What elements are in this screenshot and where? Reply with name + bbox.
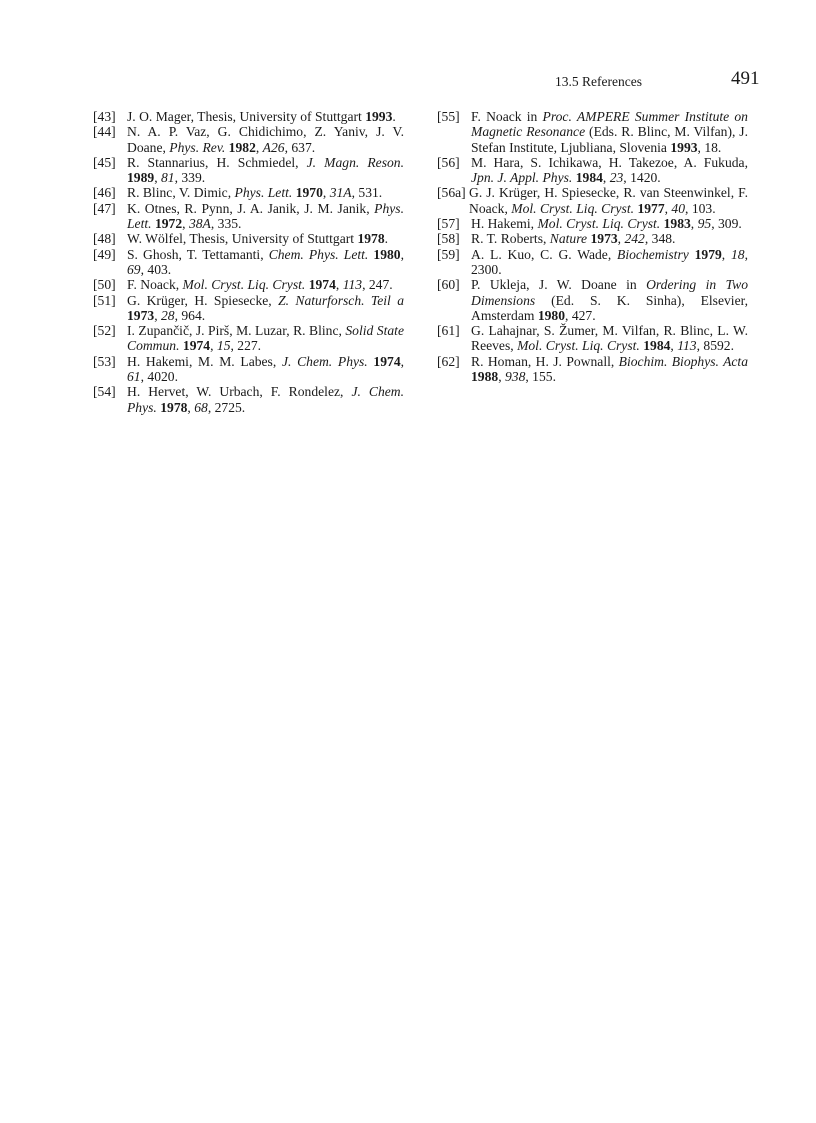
citation-year: 1970 bbox=[295, 185, 323, 201]
citation-text: , bbox=[721, 246, 731, 262]
citation-italic: Mol. Cryst. Liq. Cryst. bbox=[537, 216, 661, 232]
citation-text: , bbox=[617, 231, 625, 247]
citation-text: , bbox=[498, 369, 505, 385]
citation-italic: A26 bbox=[262, 139, 285, 155]
reference-number: [48] bbox=[93, 231, 116, 247]
citation-text: G. Krüger, H. Spiesecke, bbox=[127, 292, 279, 308]
citation-text: , bbox=[670, 338, 678, 354]
references-left-column bbox=[93, 109, 404, 415]
reference-number: [47] bbox=[93, 200, 116, 216]
citation-text: , 2725. bbox=[207, 399, 246, 415]
reference-entry bbox=[93, 277, 404, 292]
reference-number: [46] bbox=[93, 185, 116, 201]
citation-text: , 227. bbox=[230, 338, 262, 354]
citation-text: , 427. bbox=[565, 307, 596, 323]
citation-text: W. Wölfel, Thesis, University of Stuttgart bbox=[127, 231, 358, 247]
reference-text bbox=[471, 277, 748, 323]
reference-text bbox=[127, 354, 404, 385]
citation-text: , bbox=[664, 200, 672, 216]
reference-number: [54] bbox=[93, 384, 116, 400]
citation-text: , 1420. bbox=[623, 170, 661, 186]
reference-entry bbox=[437, 231, 748, 246]
citation-text: G. Lahajnar, S. Žumer, M. Vilfan, R. Blinc, L. W. Reeves, bbox=[471, 323, 748, 354]
reference-text bbox=[127, 231, 404, 246]
reference-entry bbox=[93, 185, 404, 200]
reference-text bbox=[471, 109, 748, 155]
citation-italic: Mol. Cryst. Liq. Cryst. bbox=[182, 277, 306, 293]
citation-year: 1973 bbox=[127, 307, 155, 323]
citation-italic: 15 bbox=[216, 338, 231, 354]
citation-italic: Chem. Phys. Lett. bbox=[268, 246, 369, 262]
citation-text: , bbox=[210, 338, 217, 354]
reference-entry bbox=[437, 247, 748, 278]
reference-entry bbox=[93, 201, 404, 232]
citation-text: H. Hervet, W. Urbach, F. Rondelez, bbox=[127, 384, 352, 400]
reference-number: [62] bbox=[437, 353, 460, 369]
reference-text bbox=[471, 231, 748, 246]
citation-italic: 938 bbox=[504, 369, 526, 385]
reference-entry bbox=[93, 109, 404, 124]
reference-number: [44] bbox=[93, 124, 116, 140]
reference-entry bbox=[93, 231, 404, 246]
citation-year: 1993 bbox=[365, 109, 393, 124]
citation-italic: 113 bbox=[342, 277, 363, 293]
citation-text: , bbox=[255, 139, 263, 155]
citation-text: R. Stannarius, H. Schmiedel, bbox=[127, 154, 307, 170]
citation-italic: 31A bbox=[329, 185, 352, 201]
citation-italic: Biochim. Biophys. Acta bbox=[618, 353, 749, 369]
citation-year: 1989 bbox=[127, 170, 155, 186]
reference-entry bbox=[437, 354, 748, 385]
citation-italic: 242 bbox=[624, 231, 645, 247]
reference-text bbox=[127, 323, 404, 354]
section-title: 13.5 References bbox=[555, 74, 642, 89]
citation-text: (Ed. S. K. Sinha), Elsevier, Amsterdam bbox=[471, 292, 748, 323]
reference-text bbox=[127, 293, 404, 324]
citation-italic: Ordering in Two Dimensions bbox=[471, 277, 748, 308]
citation-text: , 247. bbox=[362, 277, 393, 293]
citation-italic: 113 bbox=[677, 338, 697, 354]
citation-text: , 18. bbox=[697, 139, 722, 155]
reference-entry bbox=[437, 185, 748, 216]
citation-text: , bbox=[400, 246, 404, 262]
citation-italic: Biochemistry bbox=[617, 246, 689, 262]
reference-text bbox=[127, 124, 404, 155]
citation-text: , bbox=[187, 399, 195, 415]
citation-year: 1993 bbox=[670, 139, 698, 155]
page-number: 491 bbox=[731, 68, 760, 89]
reference-number: [53] bbox=[93, 353, 116, 369]
reference-number: [61] bbox=[437, 323, 460, 339]
reference-text bbox=[127, 109, 404, 124]
reference-number: [57] bbox=[437, 216, 460, 232]
reference-text bbox=[127, 201, 404, 232]
citation-text: , 8592. bbox=[696, 338, 734, 354]
reference-text bbox=[127, 277, 404, 292]
citation-text: . bbox=[384, 231, 389, 247]
citation-italic: 18 bbox=[731, 246, 745, 262]
citation-text: , bbox=[154, 307, 161, 323]
reference-entry bbox=[93, 247, 404, 278]
citation-year: 1980 bbox=[537, 307, 566, 323]
citation-text: , 2300. bbox=[471, 246, 748, 277]
reference-entry bbox=[93, 155, 404, 186]
citation-italic: 40 bbox=[671, 200, 686, 216]
citation-text: (Eds. R. Blinc, M. Vilfan), J. Stefan Institute, Ljubliana, Slovenia bbox=[471, 124, 748, 155]
citation-text: , 4020. bbox=[140, 369, 178, 385]
citation-text: S. Ghosh, T. Tettamanti, bbox=[127, 246, 269, 262]
citation-italic: Solid State Commun. bbox=[127, 323, 404, 354]
reference-number: [50] bbox=[93, 277, 116, 293]
citation-text: A. L. Kuo, C. G. Wade, bbox=[471, 246, 618, 262]
reference-entry bbox=[93, 124, 404, 155]
citation-text: , 403. bbox=[140, 261, 172, 277]
citation-text: , bbox=[602, 170, 610, 186]
reference-entry bbox=[437, 216, 748, 231]
reference-text bbox=[127, 185, 404, 200]
citation-italic: Mol. Cryst. Liq. Cryst. bbox=[511, 200, 635, 216]
citation-text: K. Otnes, R. Pynn, J. A. Janik, J. M. Janik, bbox=[127, 200, 375, 216]
citation-italic: J. Magn. Reson. bbox=[306, 154, 404, 170]
reference-number: [56] bbox=[437, 154, 460, 170]
citation-text: , 339. bbox=[174, 170, 206, 186]
citation-text: H. Hakemi, bbox=[471, 216, 538, 232]
reference-number: [51] bbox=[93, 292, 116, 308]
reference-number: [45] bbox=[93, 154, 116, 170]
citation-year: 1983 bbox=[663, 216, 691, 232]
citation-text: , 335. bbox=[210, 216, 242, 232]
citation-text: H. Hakemi, M. M. Labes, bbox=[127, 353, 282, 369]
citation-text: R. Homan, H. J. Pownall, bbox=[471, 353, 619, 369]
citation-text: N. A. P. Vaz, G. Chidichimo, Z. Yaniv, J. V. Doane, bbox=[127, 124, 404, 155]
citation-year: 1974 bbox=[182, 338, 211, 354]
citation-italic: J. Chem. Phys. bbox=[127, 384, 404, 415]
reference-text bbox=[127, 247, 404, 278]
citation-italic: Phys. Rev. bbox=[169, 139, 226, 155]
citation-year: 1978 bbox=[160, 399, 188, 415]
reference-text bbox=[127, 155, 404, 186]
citation-text: F. Noack in bbox=[471, 109, 543, 124]
citation-italic: 69 bbox=[127, 261, 141, 277]
citation-year: 1984 bbox=[575, 170, 603, 186]
reference-entry bbox=[437, 155, 748, 186]
citation-italic: 38A bbox=[188, 216, 211, 232]
citation-text: , bbox=[154, 170, 161, 186]
reference-text bbox=[471, 323, 748, 354]
citation-text: , bbox=[182, 216, 189, 232]
citation-text: F. Noack, bbox=[127, 277, 183, 293]
citation-text: , 103. bbox=[685, 200, 716, 216]
citation-text: , 309. bbox=[711, 216, 742, 232]
running-header bbox=[0, 68, 816, 92]
reference-number: [49] bbox=[93, 246, 116, 262]
reference-text bbox=[469, 185, 748, 216]
reference-entry bbox=[437, 109, 748, 155]
reference-number: [59] bbox=[437, 246, 460, 262]
citation-italic: Jpn. J. Appl. Phys. bbox=[471, 170, 573, 186]
citation-text: . bbox=[392, 109, 396, 124]
references-right-column bbox=[437, 109, 748, 384]
citation-text: , 964. bbox=[174, 307, 206, 323]
reference-number: [60] bbox=[437, 277, 460, 293]
citation-text: P. Ukleja, J. W. Doane in bbox=[471, 277, 647, 293]
citation-year: 1977 bbox=[637, 200, 665, 216]
reference-number: [58] bbox=[437, 231, 460, 247]
citation-italic: 61 bbox=[127, 369, 141, 385]
reference-entry bbox=[93, 293, 404, 324]
reference-number: [55] bbox=[437, 109, 460, 124]
citation-text: R. T. Roberts, bbox=[471, 231, 550, 247]
citation-text: , 348. bbox=[644, 231, 676, 247]
citation-year: 1974 bbox=[308, 277, 336, 293]
citation-italic: Nature bbox=[549, 231, 588, 247]
reference-number: [56a] bbox=[437, 185, 466, 201]
citation-year: 1984 bbox=[643, 338, 671, 354]
reference-entry bbox=[437, 323, 748, 354]
citation-italic: 81 bbox=[160, 170, 175, 186]
citation-text: M. Hara, S. Ichikawa, H. Takezoe, A. Fukuda, bbox=[471, 154, 748, 170]
citation-year: 1978 bbox=[357, 231, 385, 247]
citation-text: , 155. bbox=[525, 369, 556, 385]
reference-text bbox=[471, 354, 748, 385]
reference-text bbox=[471, 216, 748, 231]
reference-entry bbox=[93, 384, 404, 415]
reference-entry bbox=[437, 277, 748, 323]
reference-text bbox=[127, 384, 404, 415]
reference-entry bbox=[93, 354, 404, 385]
citation-text: G. J. Krüger, H. Spiesecke, R. van Steenwinkel, F. Noack, bbox=[469, 185, 748, 216]
citation-text: , bbox=[690, 216, 698, 232]
citation-italic: 68 bbox=[194, 399, 208, 415]
citation-italic: J. Chem. Phys. bbox=[281, 353, 368, 369]
citation-year: 1988 bbox=[471, 369, 499, 385]
reference-number: [43] bbox=[93, 109, 116, 124]
citation-text: , bbox=[335, 277, 343, 293]
reference-entry bbox=[93, 323, 404, 354]
citation-italic: 23 bbox=[609, 170, 624, 186]
citation-year: 1974 bbox=[373, 353, 401, 369]
citation-year: 1972 bbox=[154, 216, 183, 232]
citation-italic: Phys. Lett. bbox=[234, 185, 293, 201]
citation-year: 1980 bbox=[373, 246, 401, 262]
citation-text: , bbox=[322, 185, 330, 201]
citation-text: , 637. bbox=[284, 139, 316, 155]
reference-text bbox=[471, 155, 748, 186]
citation-text: , bbox=[400, 353, 405, 369]
citation-text: I. Zupančič, J. Pirš, M. Luzar, R. Blinc, bbox=[127, 323, 346, 339]
reference-number: [52] bbox=[93, 323, 116, 339]
citation-text: , 531. bbox=[351, 185, 383, 201]
citation-text: R. Blinc, V. Dimic, bbox=[127, 185, 235, 201]
citation-italic: 28 bbox=[160, 307, 175, 323]
citation-year: 1979 bbox=[694, 246, 722, 262]
citation-text: J. O. Mager, Thesis, University of Stuttgart bbox=[127, 109, 366, 124]
citation-italic: Mol. Cryst. Liq. Cryst. bbox=[517, 338, 640, 354]
citation-italic: Phys. Lett. bbox=[127, 200, 404, 232]
citation-italic: Proc. AMPERE Summer Institute on Magnetic Resonance bbox=[471, 109, 748, 140]
reference-text bbox=[471, 247, 748, 278]
citation-year: 1982 bbox=[228, 139, 256, 155]
citation-year: 1973 bbox=[590, 231, 618, 247]
citation-italic: 95 bbox=[697, 216, 712, 232]
citation-italic: Z. Naturforsch. Teil a bbox=[278, 292, 404, 308]
